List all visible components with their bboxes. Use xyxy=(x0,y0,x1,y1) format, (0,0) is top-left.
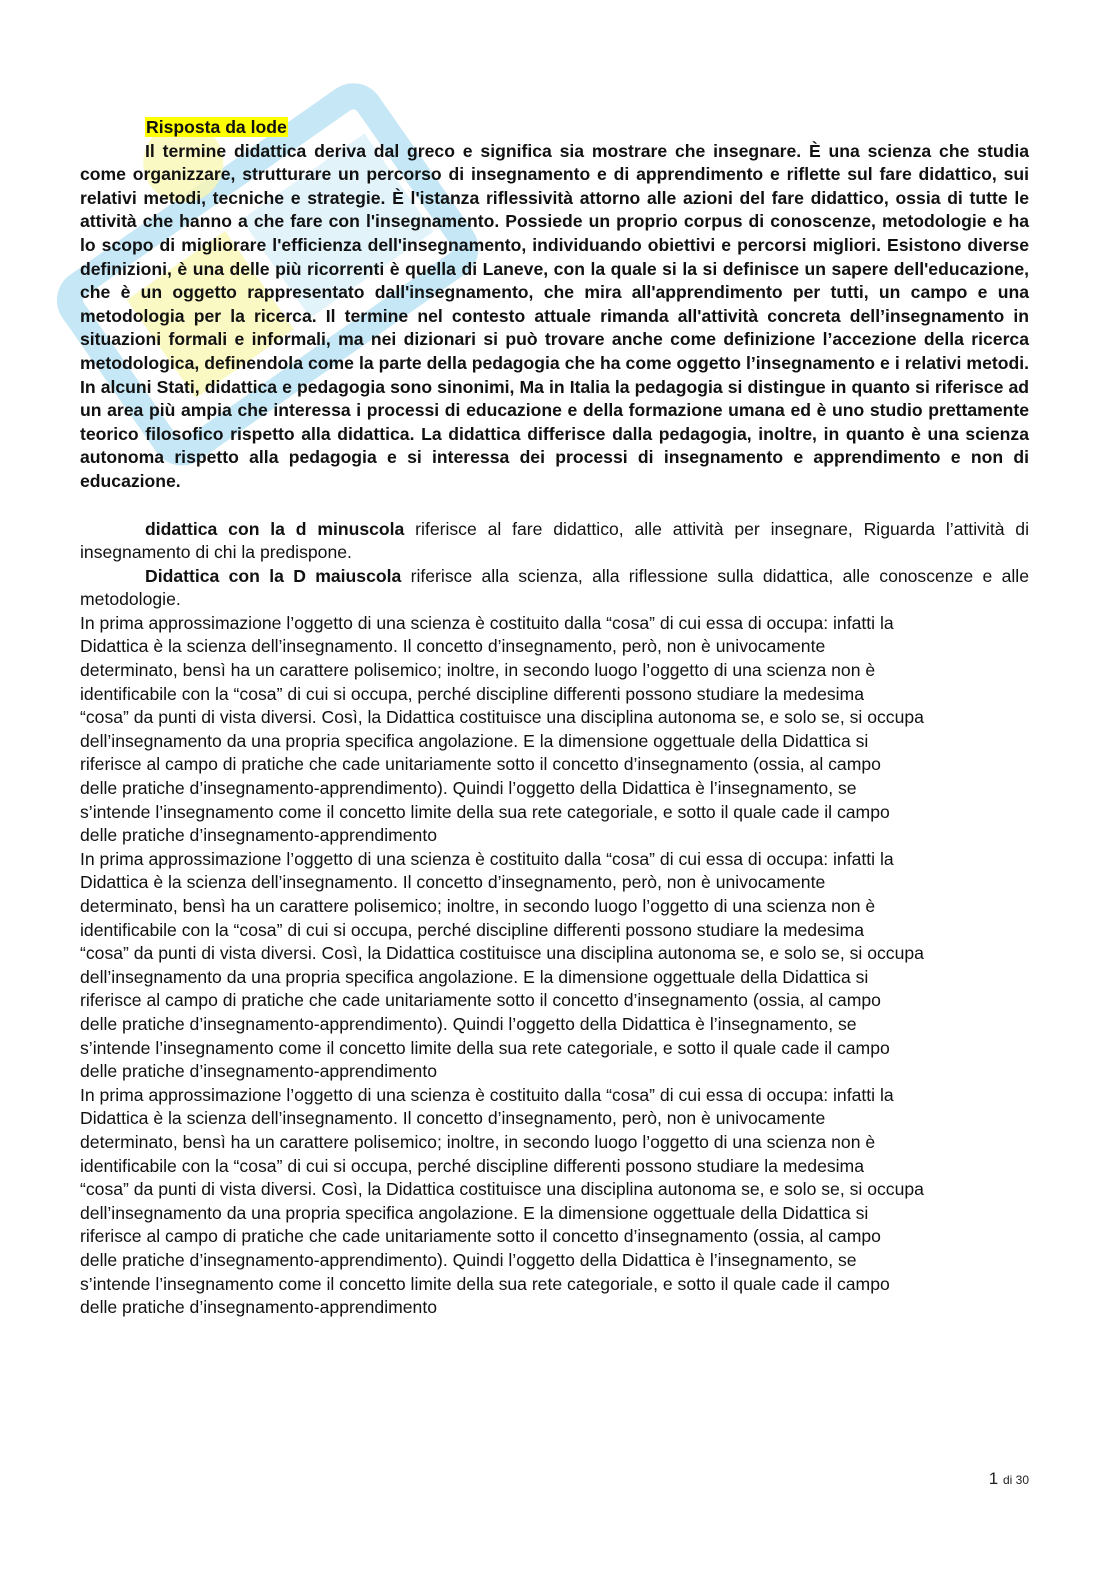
text-block-1: In prima approssimazione l’oggetto di una scienza è costituito dalla “cosa” di cui essa di occupa: infatti la Didattica è la scienza dell’insegnamento. Il concetto d’insegnamento, però, non è univocamente determinato, bensì ha un carattere polisemico; inoltre, in secondo luogo l’oggetto di una scienza non è identificabile con la “cosa” di cui si occupa, perché discipline differenti possono studiare la medesima “cosa” da punti di vista diversi. Così, la Didattica costituisce una disciplina autonoma se, e solo se, si occupa dell’insegnamento da una propria specifica angolazione. E la dimensione oggettuale della Didattica si riferisce al campo di pratiche che cade unitariamente sotto il concetto d’insegnamento (ossia, al campo delle pratiche d’insegnamento-apprendimento). Quindi l’oggetto della Didattica è l’insegnamento, se s’intende l’insegnamento come il concetto limite della sua rete categoriale, e sotto il quale cade il campo delle pratiche d’insegnamento-apprendimento xyxy=(80,612,924,846)
text-block-2: In prima approssimazione l’oggetto di una scienza è costituito dalla “cosa” di cui essa di occupa: infatti la Didattica è la scienza dell’insegnamento. Il concetto d’insegnamento, però, non è univocamente determinato, bensì ha un carattere polisemico; inoltre, in secondo luogo l’oggetto di una scienza non è identificabile con la “cosa” di cui si occupa, perché discipline differenti possono studiare la medesima “cosa” da punti di vista diversi. Così, la Didattica costituisce una disciplina autonoma se, e solo se, si occupa dell’insegnamento da una propria specifica angolazione. E la dimensione oggettuale della Didattica si riferisce al campo di pratiche che cade unitariamente sotto il concetto d’insegnamento (ossia, al campo delle pratiche d’insegnamento-apprendimento). Quindi l’oggetto della Didattica è l’insegnamento, se s’intende l’insegnamento come il concetto limite della sua rete categoriale, e sotto il quale cade il campo delle pratiche d’insegnamento-apprendimento xyxy=(80,848,924,1082)
page-current: 1 xyxy=(988,1469,999,1488)
highlighted-heading: Risposta da lode xyxy=(146,117,287,137)
page-number xyxy=(989,1468,1029,1491)
definition-lowercase: didattica con la d minuscola riferisce al fare didattico, alle attività per insegnare, Riguarda l’attività di insegnamento di chi la predispone. xyxy=(80,518,1030,563)
definition-uppercase: Didattica con la D maiuscola riferisce alla scienza, alla riflessione sulla didattica, alle conoscenze e alle metodologie. xyxy=(80,565,1029,610)
document-body xyxy=(80,116,1029,1320)
page-total: di 30 xyxy=(1002,1473,1029,1487)
text-block-3: In prima approssimazione l’oggetto di una scienza è costituito dalla “cosa” di cui essa di occupa: infatti la Didattica è la scienza dell’insegnamento. Il concetto d’insegnamento, però, non è univocamente determinato, bensì ha un carattere polisemico; inoltre, in secondo luogo l’oggetto di una scienza non è identificabile con la “cosa” di cui si occupa, perché discipline differenti possono studiare la medesima “cosa” da punti di vista diversi. Così, la Didattica costituisce una disciplina autonoma se, e solo se, si occupa dell’insegnamento da una propria specifica angolazione. E la dimensione oggettuale della Didattica si riferisce al campo di pratiche che cade unitariamente sotto il concetto d’insegnamento (ossia, al campo delle pratiche d’insegnamento-apprendimento). Quindi l’oggetto della Didattica è l’insegnamento, se s’intende l’insegnamento come il concetto limite della sua rete categoriale, e sotto il quale cade il campo delle pratiche d’insegnamento-apprendimento xyxy=(80,1084,924,1318)
intro-paragraph: Il termine didattica deriva dal greco e significa sia mostrare che insegnare. È una scienza che studia come organizzare, strutturare un percorso di insegnamento e di apprendimento e riflette sul fare didattico, sui relativi metodi, tecniche e strategie. È l'istanza riflessività attorno alle azioni del fare didattico, ossia di tutte le attività che hanno a che fare con l'insegnamento. Possiede un proprio corpus di conoscenze, metodologie e ha lo scopo di migliorare l'efficienza dell'insegnamento, individuando obiettivi e percorsi migliori. Esistono diverse definizioni, è una delle più ricorrenti è quella di Laneve, con la quale si la si definisce un sapere dell'educazione, che è un oggetto rappresentato dall'insegnamento, che mira all'apprendimento per tutti, un campo e una metodologia per la ricerca. Il termine nel contesto attuale rimanda all'attività concreta dell’insegnamento in situazioni formali e informali, ma nei dizionari si può trovare anche come definizione l’accezione della ricerca metodologica, definendola come la parte della pedagogia che ha come oggetto l’insegnamento e i relativi metodi. In alcuni Stati, didattica e pedagogia sono sinonimi, Ma in Italia la pedagogia si distingue in quanto si riferisce ad un area più ampia che interessa i processi di educazione e della formazione umana ed è uno studio prettamente teorico filosofico rispetto alla didattica. La didattica differisce dalla pedagogia, inoltre, in quanto è una scienza autonoma rispetto alla pedagogia e si interessa dei processi di insegnamento e apprendimento e non di educazione. xyxy=(80,140,1029,491)
